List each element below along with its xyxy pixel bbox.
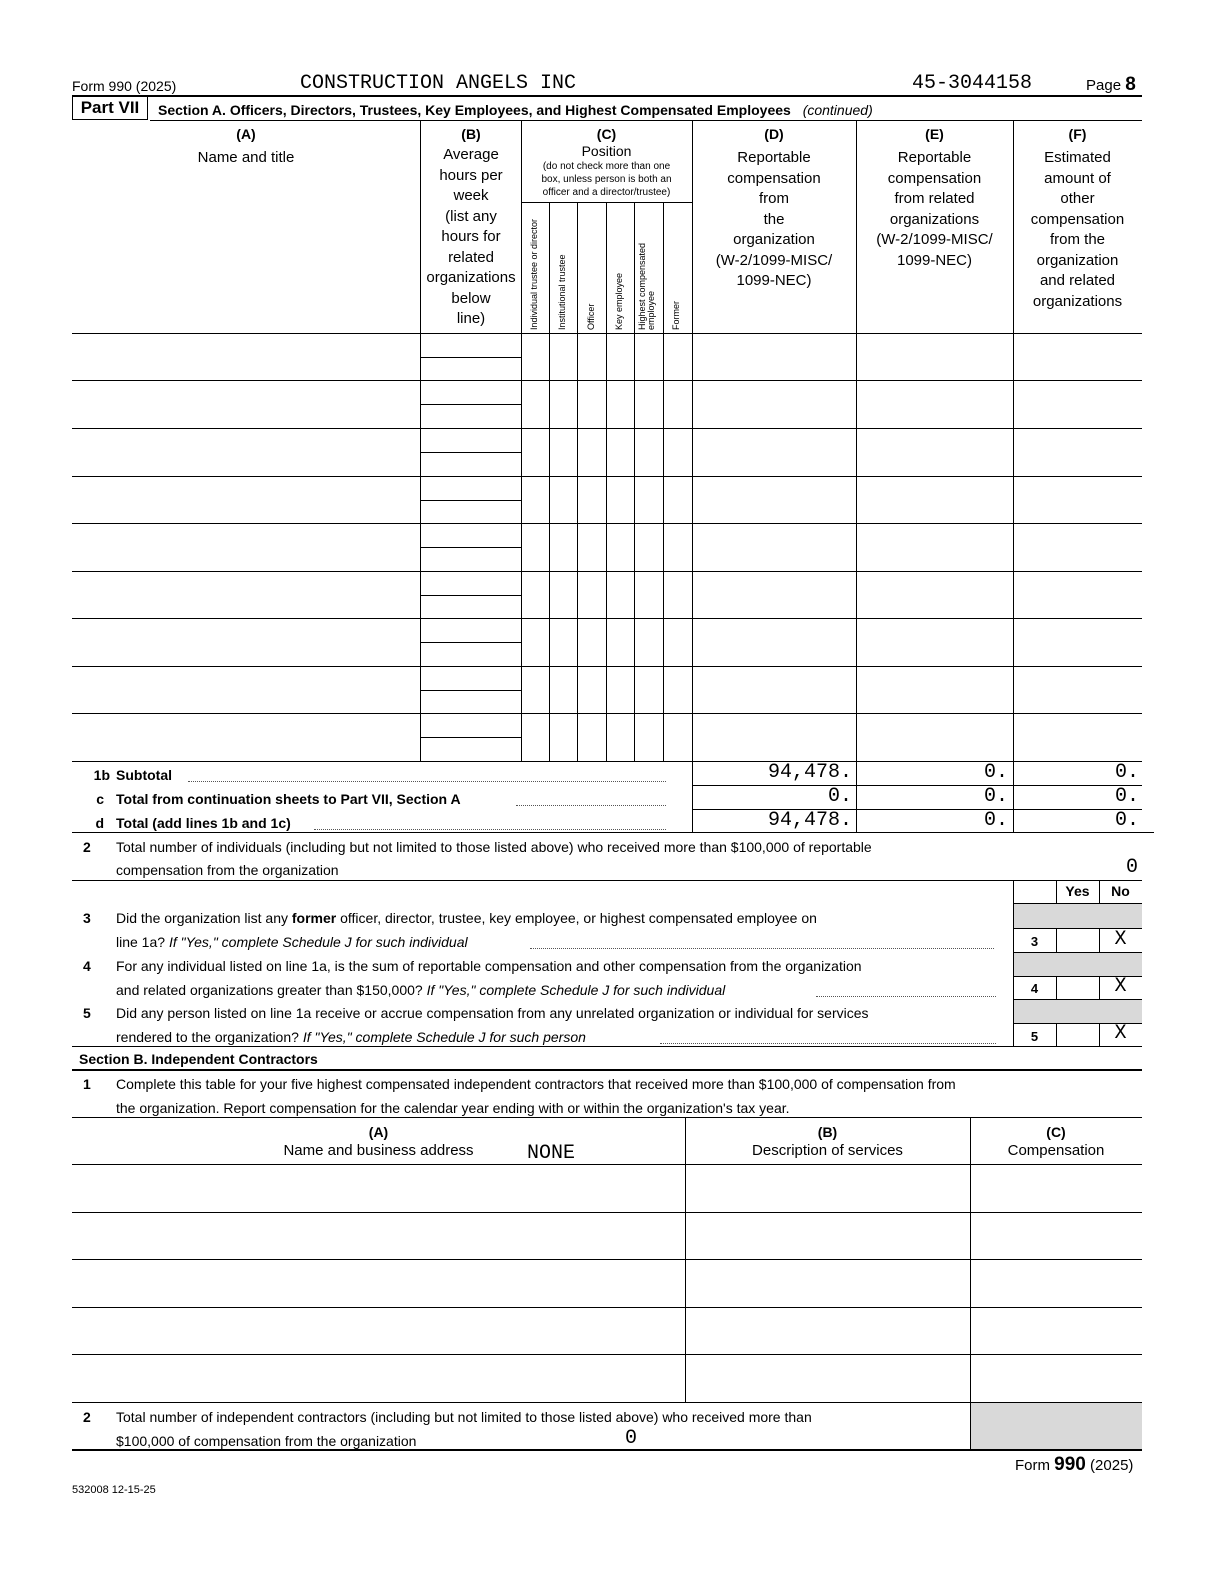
q4-line1: For any individual listed on line 1a, is the sum of reportable compensation and other compensation from the organization [116, 958, 862, 974]
box-label-former: Former [671, 301, 681, 330]
col-c-note-line: officer and a director/trustee) [542, 187, 671, 198]
contractor-col-c-title: Compensation [1007, 1142, 1105, 1159]
continued-label: (continued) [802, 102, 873, 118]
box-label-officer: Officer [586, 303, 596, 330]
col-b-line: (list any [445, 207, 497, 225]
col-f-line: and related [1039, 272, 1116, 289]
box-label-institutional-trustee: Institutional trustee [557, 254, 567, 330]
footer-form-label [1015, 1454, 1133, 1476]
q4-instruction: If "Yes," complete Schedule J for such individual [426, 982, 726, 998]
section-b-title: Section B. Independent Contractors [79, 1051, 318, 1067]
section-b-line2-value: 0 [625, 1427, 638, 1450]
line2-num: 2 [83, 839, 91, 855]
q3-text: Did the organization list any [116, 910, 292, 926]
col-b-line: line) [456, 310, 486, 327]
col-b-line: Average [443, 146, 499, 163]
col-e-line: organizations [889, 210, 980, 228]
footer-form-word: Form [1015, 1457, 1050, 1474]
contractor-col-a-title: Name and business address [283, 1142, 474, 1159]
total-label: Total (add lines 1b and 1c) [116, 815, 291, 831]
continuation-label: Total from continuation sheets to Part VII, Section A [116, 791, 461, 807]
col-b-line: related [448, 248, 494, 266]
q4-box-label: 4 [1030, 981, 1039, 996]
total-code: 1b [93, 767, 110, 783]
col-d-line: Reportable [737, 149, 811, 166]
section-b-line2-num: 2 [83, 1409, 91, 1425]
col-e-line: 1099-NEC) [896, 251, 973, 269]
section-b-line2-text2: $100,000 of compensation from the organization [116, 1433, 417, 1449]
col-c-letter: (C) [596, 126, 617, 142]
q5-num: 5 [83, 1005, 91, 1021]
col-b-line: below [451, 289, 491, 307]
continuation-f: 0. [1114, 785, 1139, 808]
col-e-line: Reportable [897, 149, 972, 166]
page-num: 8 [1125, 74, 1136, 95]
q3-instruction: If "Yes," complete Schedule J for such individual [168, 934, 468, 950]
q3-bold-word: former [291, 910, 337, 926]
line2-value: 0 [1125, 856, 1138, 879]
col-b-title [421, 145, 521, 330]
q4-no-answer[interactable]: X [1114, 975, 1127, 998]
q3-num: 3 [83, 910, 91, 926]
contractor-none: NONE [527, 1142, 576, 1165]
box-label-key-employee: Key employee [614, 272, 624, 330]
subtotal-f: 0. [1114, 761, 1139, 784]
col-d-line: the [763, 210, 785, 228]
line2-text1: Total number of individuals (including but not limited to those listed above) who received more than $100,000 of reportable [116, 839, 872, 855]
page-number [1086, 74, 1136, 96]
box-label-highest-compensated: Highest compensated employee [637, 242, 656, 330]
subtotal-e: 0. [983, 761, 1008, 784]
col-b-line: hours per [439, 166, 503, 184]
contractor-col-b-title: Description of services [752, 1142, 903, 1159]
continuation-e: 0. [983, 785, 1008, 808]
col-c-note-line: (do not check more than one [542, 161, 671, 172]
col-e-line: (W-2/1099-MISC/ [876, 231, 993, 248]
col-b-line: organizations [426, 269, 516, 286]
col-f-line: from the [1049, 231, 1106, 248]
q5-line1: Did any person listed on line 1a receive or accrue compensation from any unrelated organization or individual for services [116, 1005, 869, 1021]
subtotal-d: 94,478. [767, 761, 852, 784]
col-f-line: other [1060, 190, 1095, 207]
col-e-title [856, 148, 1013, 271]
col-b-line: week [453, 187, 489, 204]
col-d-line: compensation [727, 169, 821, 187]
col-f-title [1013, 148, 1142, 312]
q3-box-label: 3 [1030, 934, 1039, 949]
col-d-letter: (D) [764, 126, 784, 142]
col-f-line: Estimated [1044, 149, 1111, 166]
contractor-col-b-letter: (B) [817, 1124, 838, 1140]
org-name: CONSTRUCTION ANGELS INC [300, 72, 577, 95]
yes-header: Yes [1065, 883, 1090, 899]
contractor-col-c-letter: (C) [1046, 1124, 1066, 1140]
q3-no-answer[interactable]: X [1114, 928, 1127, 951]
subtotal-label: Subtotal [116, 767, 172, 783]
box-label-individual-trustee: Individual trustee or director [529, 218, 539, 330]
ein: 45-3044158 [912, 72, 1033, 95]
footer-form-year: (2025) [1090, 1457, 1134, 1474]
col-a-title: Name and title [197, 149, 295, 166]
col-d-line: organization [733, 231, 815, 248]
q5-line2-text: rendered to the organization? [116, 1029, 303, 1045]
section-b-line1-text1: Complete this table for your five highest compensated independent contractors that received more than $100,000 of compensation from [116, 1076, 956, 1092]
total-code: c [96, 791, 104, 807]
section-a-title-text: Section A. Officers, Directors, Trustees, Key Employees, and Highest Compensated Employees [158, 102, 791, 118]
q3-line2 [116, 934, 468, 950]
part-label: Part VII [72, 96, 148, 120]
col-f-line: organization [1036, 251, 1119, 269]
col-f-line: compensation [1030, 210, 1125, 228]
total-code: d [95, 815, 104, 831]
col-e-line: from related [894, 190, 975, 207]
form-label: Form 990 (2025) [72, 78, 177, 94]
col-d-title [692, 148, 856, 292]
total-f: 0. [1114, 809, 1139, 832]
footer-form-num: 990 [1054, 1454, 1086, 1475]
col-c-note-line: box, unless person is both an [541, 174, 672, 185]
col-e-letter: (E) [925, 126, 944, 142]
col-f-line: amount of [1044, 169, 1111, 187]
section-b-line1-text2: the organization. Report compensation for the calendar year ending with or within the organization's tax year. [116, 1100, 790, 1116]
section-a-title [158, 102, 873, 118]
col-a-letter: (A) [236, 126, 256, 142]
q3-text-post: officer, director, trustee, key employee, or highest compensated employee on [336, 910, 817, 926]
page-word: Page [1086, 77, 1122, 94]
col-c-note [521, 160, 692, 199]
col-d-line: from [759, 190, 789, 207]
q5-box-label: 5 [1030, 1029, 1039, 1044]
footer-code: 532008 12-15-25 [72, 1484, 156, 1496]
q5-line2 [116, 1029, 586, 1045]
no-header: No [1111, 883, 1130, 899]
q3-line2-text: line 1a? [116, 934, 169, 950]
col-b-letter: (B) [461, 126, 481, 142]
col-b-line: hours for [441, 228, 501, 245]
q5-instruction: If "Yes," complete Schedule J for such person [302, 1029, 586, 1045]
contractor-col-a-letter: (A) [368, 1124, 389, 1140]
q4-line2 [116, 982, 725, 998]
col-f-letter: (F) [1068, 126, 1087, 142]
col-f-line: organizations [1032, 292, 1123, 310]
line2-text2: compensation from the organization [116, 862, 339, 878]
q5-no-answer[interactable]: X [1114, 1022, 1127, 1045]
section-b-line1-num: 1 [83, 1076, 91, 1092]
continuation-d: 0. [827, 785, 852, 808]
col-d-line: (W-2/1099-MISC/ [715, 251, 833, 269]
total-e: 0. [983, 809, 1008, 832]
q4-line2-text: and related organizations greater than $150,000? [116, 982, 427, 998]
col-d-line: 1099-NEC) [736, 272, 812, 289]
col-c-title: Position [581, 143, 632, 159]
total-d: 94,478. [767, 809, 852, 832]
q4-num: 4 [83, 958, 91, 974]
col-e-line: compensation [887, 169, 982, 187]
section-b-line2-text1: Total number of independent contractors (including but not limited to those listed above) who received more than [116, 1409, 812, 1425]
q3-line1 [116, 910, 817, 926]
